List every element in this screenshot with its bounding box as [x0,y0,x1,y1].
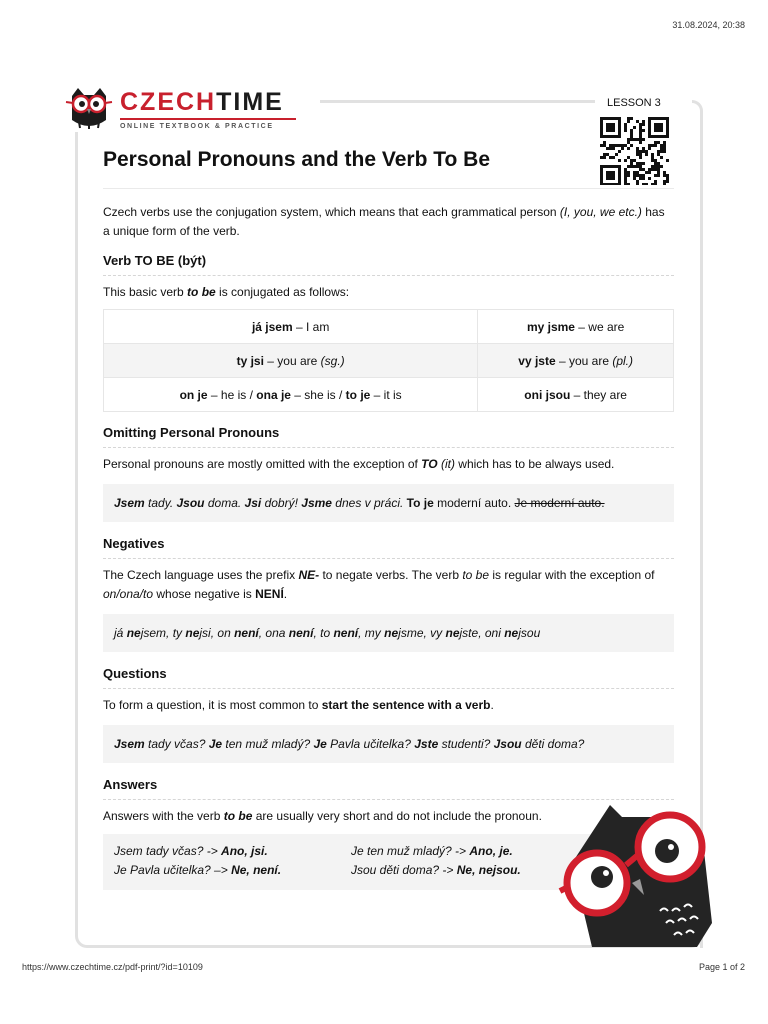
struck-example: Je moderní auto. [514,496,605,510]
answers-text: Answers with the verb to be are usually very short and do not include the pronoun. [103,809,542,823]
table-row [104,310,674,344]
conjugation-table [103,309,674,412]
brand-name: CZECHTIME [120,87,284,116]
page-number: Page 1 of 2 [698,962,745,972]
brand-logo[interactable] [64,86,302,132]
negatives-example-box: já nejsem, ty nejsi, on není, ona není, to není, my nejsme, vy nejste, oni nejsou [103,614,674,652]
print-url[interactable]: https://www.czechtime.cz/pdf-print/?id=10109 [22,962,203,972]
questions-example-box: Jsem tady včas? Je ten muž mladý? Je Pavla učitelka? Jste studenti? Jsou děti doma? [103,725,674,763]
heading-omitting-pronouns: Omitting Personal Pronouns [103,425,674,448]
table-row [104,378,674,412]
table-cell: on je – he is / ona je – she is / to je – it is [104,378,478,412]
print-timestamp: 31.08.2024, 20:38 [672,20,745,30]
heading-verb-to-be: Verb TO BE (být) [103,253,674,276]
brand-rule [120,118,296,120]
table-cell: já jsem – I am [104,310,478,344]
omit-text: Personal pronouns are mostly omitted with the exception of TO (it) which has to be always used. [103,457,615,471]
print-footer [22,962,745,972]
heading-questions: Questions [103,666,674,689]
page-title: Personal Pronouns and the Verb To Be [103,148,674,189]
questions-text: To form a question, it is most common to start the sentence with a verb. [103,698,494,712]
brand-tagline: ONLINE TEXTBOOK & PRACTICE [120,122,274,130]
owl-mascot-icon [552,803,714,947]
table-cell: vy jste – you are (pl.) [478,344,674,378]
verb-intro-text: This basic verb to be is conjugated as follows: [103,285,350,299]
intro-paragraph: Czech verbs use the conjugation system, which means that each grammatical person (I, you, we etc.) has a unique form of the verb. [103,205,665,238]
owl-logo-icon [64,86,114,132]
lesson-label: LESSON 3 [601,97,667,109]
negatives-text: The Czech language uses the prefix NE- to negate verbs. The verb to be is regular with the exception of on/ona/to whose negative is NENÍ. [103,568,655,601]
heading-answers: Answers [103,777,674,800]
omit-example-box: Jsem tady. Jsou doma. Jsi dobrý! Jsme dnes v práci. To je moderní auto. Je moderní auto. [103,484,674,522]
lesson-content [103,148,674,890]
table-cell: my jsme – we are [478,310,674,344]
table-cell: oni jsou – they are [478,378,674,412]
answer-row: Je Pavla učitelka? –> Ne, není. Jsou děti doma? -> Ne, nejsou. [114,863,521,877]
table-row [104,344,674,378]
heading-negatives: Negatives [103,536,674,559]
answer-row: Jsem tady včas? -> Ano, jsi. Je ten muž mladý? -> Ano, je. [114,844,513,858]
table-cell: ty jsi – you are (sg.) [104,344,478,378]
